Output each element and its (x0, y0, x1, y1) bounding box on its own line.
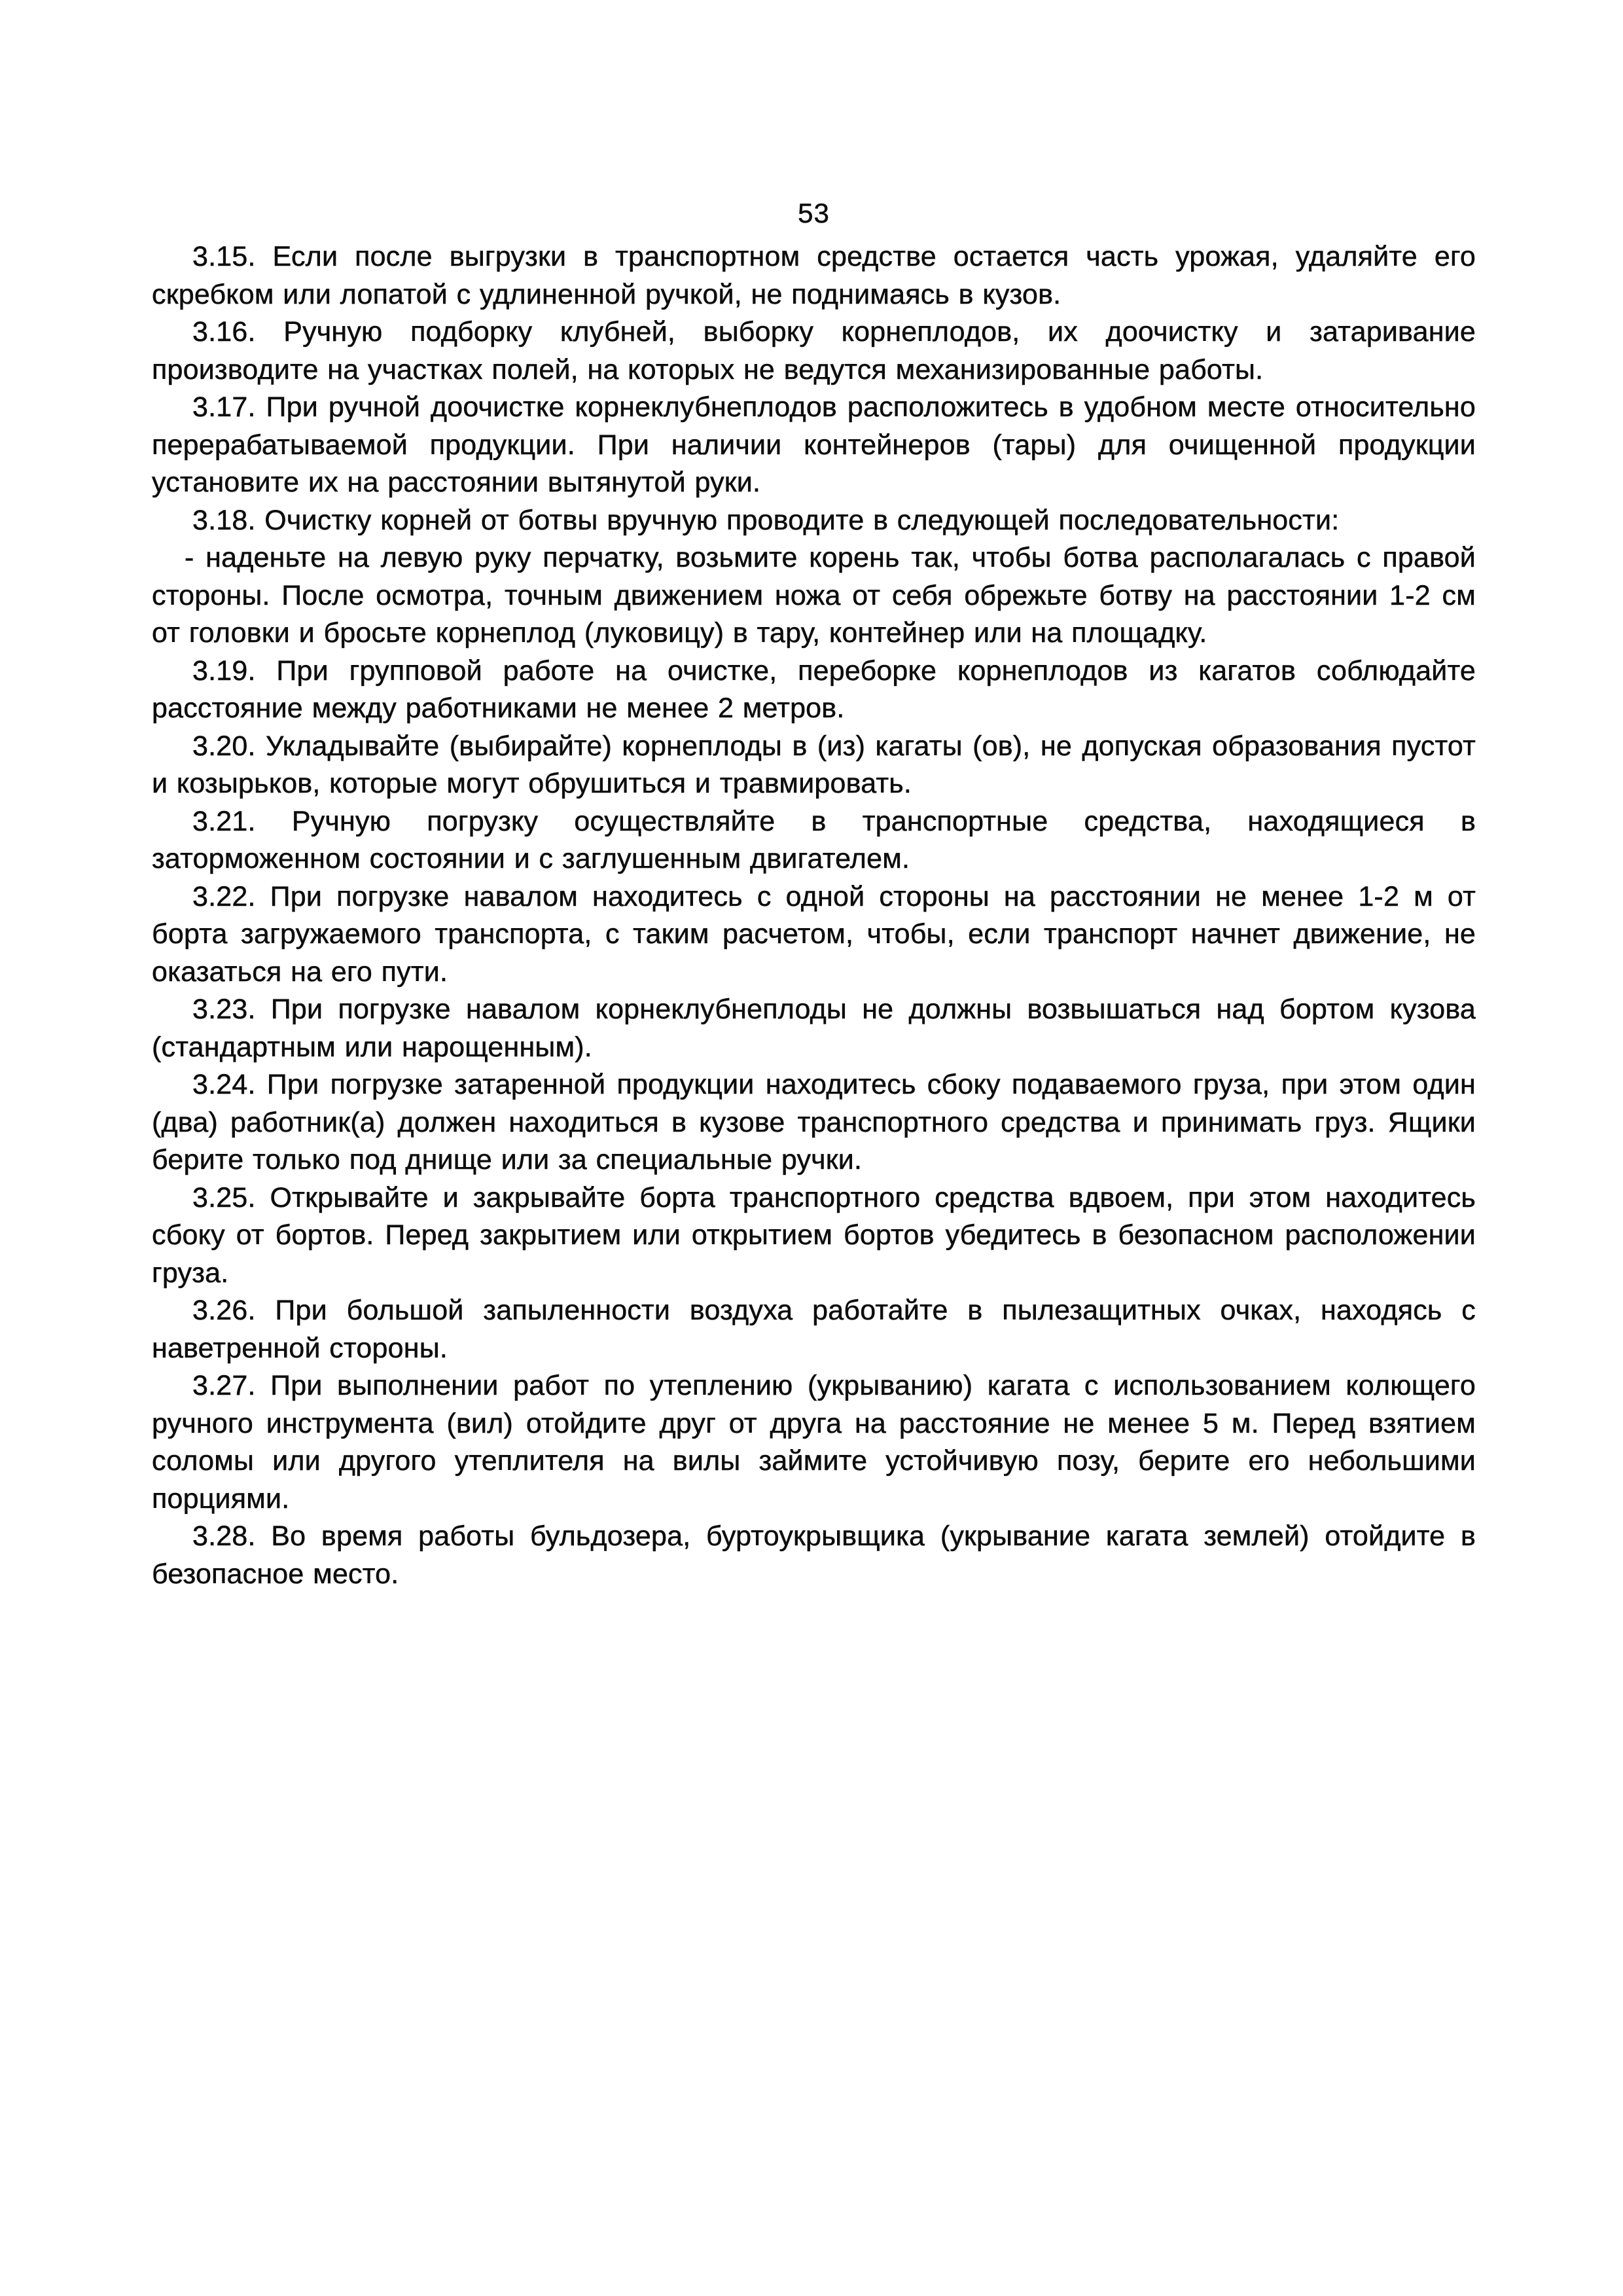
paragraph-3-17: 3.17. При ручной доочистке корнеклубнеплодов расположитесь в удобном месте относительно перерабатываемой продукции. При наличии контейнеров (тары) для очищенной продукции установите их на расстоянии вытянутой руки. (152, 391, 1476, 498)
paragraph-3-28: 3.28. Во время работы бульдозера, буртоукрывщика (укрывание кагата землей) отойдите в безопасное место. (152, 1520, 1476, 1590)
page-number: 53 (798, 198, 830, 228)
paragraph-3-27: 3.27. При выполнении работ по утеплению (укрыванию) кагата с использованием колющего ручного инструмента (вил) отойдите друг от друга на расстояние не менее 5 м. Перед взятием соломы или другого утеплителя на вилы займите устойчивую позу, берите его небольшими порциями. (152, 1370, 1476, 1515)
paragraph-3-21: 3.21. Ручную погрузку осуществляйте в транспортные средства, находящиеся в заторможенном состоянии и с заглушенным двигателем. (152, 805, 1476, 874)
paragraph-3-25: 3.25. Открывайте и закрывайте борта транспортного средства вдвоем, при этом находитесь сбоку от бортов. Перед закрытием или открытием бортов убедитесь в безопасном расположении груза. (152, 1181, 1476, 1289)
paragraph-3-26: 3.26. При большой запыленности воздуха работайте в пылезащитных очках, находясь с наветренной стороны. (152, 1295, 1476, 1364)
paragraph-3-22: 3.22. При погрузке навалом находитесь с одной стороны на расстоянии не менее 1-2 м от борта загружаемого транспорта, с таким расчетом, чтобы, если транспорт начнет движение, не оказаться на его пути. (152, 880, 1476, 988)
paragraph-3-23: 3.23. При погрузке навалом корнеклубнеплоды не должны возвышаться над бортом кузова (стандартным или нарощенным). (152, 994, 1476, 1063)
text-block (152, 238, 1476, 1593)
paragraph-3-16: 3.16. Ручную подборку клубней, выборку корнеплодов, их доочистку и затаривание производите на участках полей, на которых не ведутся механизированные работы. (152, 316, 1476, 386)
paragraph-3-15: 3.15. Если после выгрузки в транспортном средстве остается часть урожая, удаляйте его скребком или лопатой с удлиненной ручкой, не поднимаясь в кузов. (152, 241, 1476, 310)
paragraph-3-24: 3.24. При погрузке затаренной продукции находитесь сбоку подаваемого груза, при этом один (два) работник(а) должен находиться в кузове транспортного средства и принимать груз. Ящики берите только под днище или за специальные ручки. (152, 1069, 1476, 1175)
paragraph-3-20: 3.20. Укладывайте (выбирайте) корнеплоды в (из) кагаты (ов), не допуская образования пустот и козырьков, которые могут обрушиться и травмировать. (152, 730, 1476, 799)
paragraph-3-19: 3.19. При групповой работе на очистке, переборке корнеплодов из кагатов соблюдайте расстояние между работниками не менее 2 метров. (152, 655, 1476, 724)
paragraph-3-18-list-item: - наденьте на левую руку перчатку, возьмите корень так, чтобы ботва располагалась с правой стороны. После осмотра, точным движением ножа от себя обрежьте ботву на расстоянии 1-2 см от головки и бросьте корнеплод (луковицу) в тару, контейнер или на площадку. (152, 542, 1476, 649)
paragraph-3-18: 3.18. Очистку корней от ботвы вручную проводите в следующей последовательности: (192, 504, 1340, 536)
